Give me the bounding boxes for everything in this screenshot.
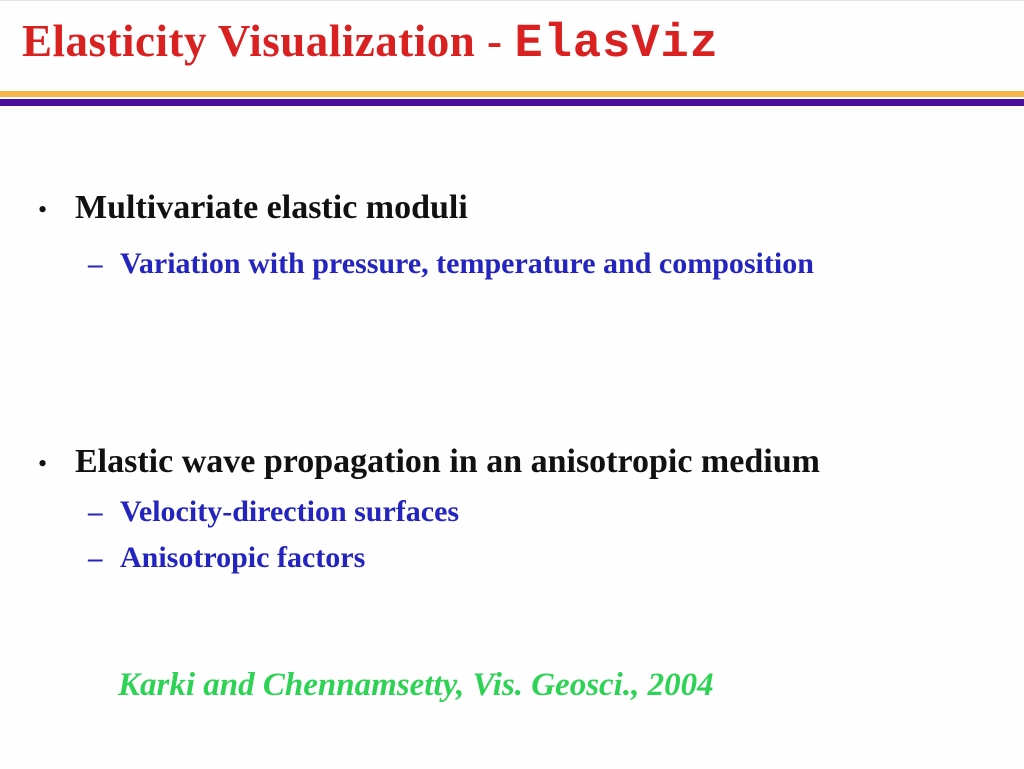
slide-title-appname: ElasViz [514, 18, 719, 71]
sub-bullet-1a-label: Variation with pressure, temperature and composition [120, 247, 814, 280]
rule-purple-bar [0, 99, 1024, 106]
slide-title [22, 15, 719, 71]
dash-marker-icon: – [88, 542, 103, 574]
title-separator-rule [0, 91, 1024, 106]
sub-bullet-2b-label: Anisotropic factors [120, 541, 366, 574]
sub-bullet-2a-label: Velocity-direction surfaces [120, 495, 460, 528]
bullet-item-1-label: Multivariate elastic moduli [75, 189, 468, 226]
slide-title-text: Elasticity Visualization - [22, 16, 503, 66]
bullet-item-2 [38, 443, 820, 481]
bullet-marker-icon: • [38, 449, 48, 478]
bullet-item-2-label: Elastic wave propagation in an anisotropic medium [75, 443, 820, 480]
bullet-item-1 [38, 189, 468, 227]
sub-bullet-2b [88, 541, 365, 575]
dash-marker-icon: – [88, 496, 103, 528]
sub-bullet-1a [88, 247, 814, 281]
sub-bullet-2a [88, 495, 459, 529]
citation-reference: Karki and Chennamsetty, Vis. Geosci., 2004 [118, 667, 714, 703]
dash-marker-icon: – [88, 248, 103, 280]
bullet-marker-icon: • [38, 195, 48, 224]
